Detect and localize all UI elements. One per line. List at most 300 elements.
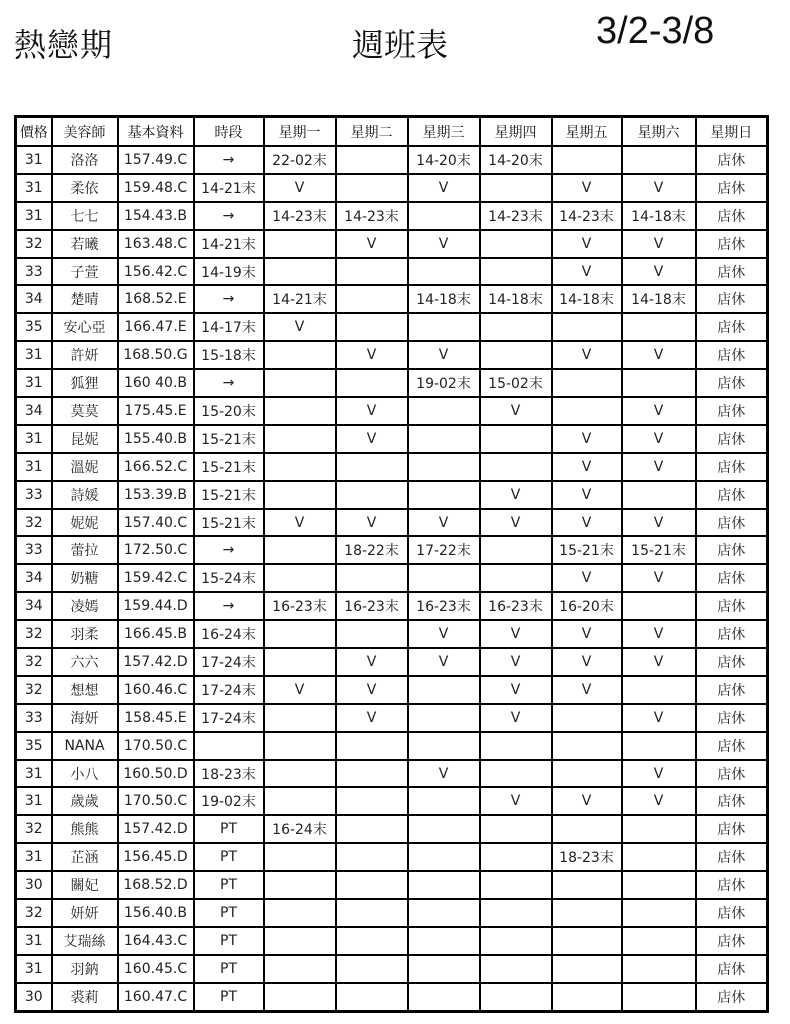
cell-tue: V <box>336 704 408 732</box>
cell-stylist: 妍妍 <box>52 899 118 927</box>
cell-stylist: 妮妮 <box>52 509 118 537</box>
cell-sun: 店休 <box>696 787 768 815</box>
cell-price: 34 <box>16 285 52 313</box>
cell-stylist: 羽鈉 <box>52 955 118 983</box>
cell-thu <box>480 927 552 955</box>
cell-price: 35 <box>16 313 52 341</box>
cell-tue: V <box>336 425 408 453</box>
cell-thu <box>480 341 552 369</box>
cell-mon <box>264 899 336 927</box>
cell-thu <box>480 843 552 871</box>
cell-profile: 164.43.C <box>118 927 194 955</box>
cell-sat <box>622 843 696 871</box>
cell-time-slot: 15-21末 <box>194 425 264 453</box>
cell-sun: 店休 <box>696 453 768 481</box>
cell-wed <box>408 815 480 843</box>
cell-time-slot: 17-24末 <box>194 704 264 732</box>
cell-tue <box>336 871 408 899</box>
cell-price: 31 <box>16 453 52 481</box>
cell-wed <box>408 871 480 899</box>
cell-tue <box>336 843 408 871</box>
table-row <box>16 425 768 453</box>
cell-price: 31 <box>16 955 52 983</box>
cell-fri: V <box>552 787 622 815</box>
cell-time-slot: PT <box>194 955 264 983</box>
cell-thu: 14-18末 <box>480 285 552 313</box>
cell-sat: V <box>622 425 696 453</box>
cell-sat: V <box>622 230 696 258</box>
cell-thu <box>480 760 552 788</box>
cell-price: 31 <box>16 174 52 202</box>
cell-price: 32 <box>16 509 52 537</box>
table-row <box>16 648 768 676</box>
date-range: 3/2-3/8 <box>596 10 715 52</box>
cell-thu: 14-20末 <box>480 146 552 174</box>
cell-wed: V <box>408 174 480 202</box>
cell-wed: V <box>408 509 480 537</box>
cell-time-slot: → <box>194 146 264 174</box>
cell-profile: 168.50.G <box>118 341 194 369</box>
cell-thu <box>480 732 552 760</box>
cell-price: 31 <box>16 341 52 369</box>
cell-sun: 店休 <box>696 899 768 927</box>
cell-profile: 175.45.E <box>118 397 194 425</box>
cell-stylist: NANA <box>52 732 118 760</box>
cell-sat: V <box>622 397 696 425</box>
cell-fri: V <box>552 425 622 453</box>
cell-stylist: 想想 <box>52 676 118 704</box>
table-row <box>16 871 768 899</box>
cell-stylist: 許妍 <box>52 341 118 369</box>
cell-fri: V <box>552 509 622 537</box>
cell-stylist: 蕾拉 <box>52 536 118 564</box>
cell-time-slot: 14-19末 <box>194 258 264 286</box>
cell-sat: V <box>622 509 696 537</box>
cell-stylist: 芷涵 <box>52 843 118 871</box>
cell-sat <box>622 481 696 509</box>
cell-sat: V <box>622 760 696 788</box>
cell-stylist: 歲歲 <box>52 787 118 815</box>
column-header-sat: 星期六 <box>622 117 696 147</box>
cell-wed: 16-23末 <box>408 592 480 620</box>
cell-wed <box>408 313 480 341</box>
cell-sun: 店休 <box>696 369 768 397</box>
cell-tue: 18-22末 <box>336 536 408 564</box>
cell-sat <box>622 983 696 1011</box>
cell-mon: 16-23末 <box>264 592 336 620</box>
cell-price: 30 <box>16 871 52 899</box>
cell-price: 31 <box>16 927 52 955</box>
cell-mon <box>264 620 336 648</box>
cell-mon <box>264 760 336 788</box>
cell-time-slot: 16-24末 <box>194 620 264 648</box>
cell-tue: V <box>336 397 408 425</box>
cell-stylist: 六六 <box>52 648 118 676</box>
column-header-fri: 星期五 <box>552 117 622 147</box>
cell-fri <box>552 899 622 927</box>
cell-price: 34 <box>16 564 52 592</box>
cell-mon <box>264 843 336 871</box>
cell-tue <box>336 732 408 760</box>
cell-profile: 159.42.C <box>118 564 194 592</box>
cell-profile: 157.40.C <box>118 509 194 537</box>
table-row <box>16 481 768 509</box>
cell-thu <box>480 258 552 286</box>
table-row <box>16 258 768 286</box>
cell-fri <box>552 955 622 983</box>
cell-stylist: 熊熊 <box>52 815 118 843</box>
cell-profile: 166.47.E <box>118 313 194 341</box>
cell-thu <box>480 983 552 1011</box>
cell-profile: 160.50.D <box>118 760 194 788</box>
cell-tue <box>336 983 408 1011</box>
cell-tue <box>336 174 408 202</box>
cell-profile: 170.50.C <box>118 732 194 760</box>
cell-tue: V <box>336 676 408 704</box>
cell-tue <box>336 787 408 815</box>
cell-tue <box>336 927 408 955</box>
cell-fri: V <box>552 258 622 286</box>
cell-stylist: 小八 <box>52 760 118 788</box>
table-body <box>16 146 768 1011</box>
cell-time-slot: PT <box>194 983 264 1011</box>
cell-price: 31 <box>16 425 52 453</box>
cell-sun: 店休 <box>696 202 768 230</box>
cell-stylist: 羽柔 <box>52 620 118 648</box>
cell-time-slot: PT <box>194 871 264 899</box>
table-row <box>16 843 768 871</box>
cell-wed <box>408 425 480 453</box>
table-row <box>16 230 768 258</box>
cell-profile: 157.49.C <box>118 146 194 174</box>
cell-wed: 14-20末 <box>408 146 480 174</box>
cell-sun: 店休 <box>696 815 768 843</box>
cell-wed: V <box>408 760 480 788</box>
cell-profile: 159.44.D <box>118 592 194 620</box>
cell-thu: 14-23末 <box>480 202 552 230</box>
cell-tue <box>336 899 408 927</box>
cell-tue <box>336 369 408 397</box>
cell-price: 32 <box>16 676 52 704</box>
cell-fri: V <box>552 341 622 369</box>
cell-tue <box>336 146 408 174</box>
weekly-schedule-table <box>14 115 769 1013</box>
cell-mon <box>264 732 336 760</box>
cell-sun: 店休 <box>696 397 768 425</box>
cell-fri <box>552 146 622 174</box>
cell-time-slot: → <box>194 285 264 313</box>
cell-tue: V <box>336 230 408 258</box>
cell-tue <box>336 453 408 481</box>
cell-sun: 店休 <box>696 871 768 899</box>
cell-fri: 16-20末 <box>552 592 622 620</box>
cell-profile: 160.47.C <box>118 983 194 1011</box>
cell-sun: 店休 <box>696 509 768 537</box>
cell-time-slot: 14-21末 <box>194 230 264 258</box>
cell-thu: V <box>480 676 552 704</box>
table-row <box>16 927 768 955</box>
cell-sun: 店休 <box>696 592 768 620</box>
cell-stylist: 柔依 <box>52 174 118 202</box>
cell-stylist: 溫妮 <box>52 453 118 481</box>
cell-sat: 14-18末 <box>622 202 696 230</box>
cell-mon <box>264 481 336 509</box>
cell-price: 35 <box>16 732 52 760</box>
cell-wed <box>408 258 480 286</box>
table-row <box>16 564 768 592</box>
cell-price: 32 <box>16 815 52 843</box>
cell-stylist: 洛洛 <box>52 146 118 174</box>
table-row <box>16 285 768 313</box>
cell-profile: 157.42.D <box>118 815 194 843</box>
cell-profile: 166.52.C <box>118 453 194 481</box>
table-row <box>16 369 768 397</box>
cell-fri: 15-21末 <box>552 536 622 564</box>
cell-fri: V <box>552 564 622 592</box>
cell-fri: V <box>552 481 622 509</box>
cell-tue <box>336 955 408 983</box>
cell-sun: 店休 <box>696 313 768 341</box>
cell-sat: V <box>622 453 696 481</box>
cell-sat <box>622 676 696 704</box>
table-row <box>16 313 768 341</box>
cell-thu <box>480 899 552 927</box>
cell-profile: 160.46.C <box>118 676 194 704</box>
table-row <box>16 899 768 927</box>
column-header-wed: 星期三 <box>408 117 480 147</box>
cell-sun: 店休 <box>696 285 768 313</box>
cell-stylist: 奶糖 <box>52 564 118 592</box>
cell-sat <box>622 732 696 760</box>
cell-time-slot: 15-21末 <box>194 509 264 537</box>
cell-mon <box>264 369 336 397</box>
cell-time-slot: 17-24末 <box>194 648 264 676</box>
cell-sat <box>622 955 696 983</box>
cell-mon <box>264 787 336 815</box>
cell-time-slot: → <box>194 592 264 620</box>
cell-sun: 店休 <box>696 648 768 676</box>
cell-fri <box>552 760 622 788</box>
cell-fri: V <box>552 174 622 202</box>
cell-price: 31 <box>16 202 52 230</box>
cell-thu <box>480 564 552 592</box>
table-row <box>16 174 768 202</box>
cell-mon <box>264 230 336 258</box>
cell-fri <box>552 927 622 955</box>
cell-price: 32 <box>16 620 52 648</box>
column-header-tue: 星期二 <box>336 117 408 147</box>
cell-stylist: 凌嫣 <box>52 592 118 620</box>
cell-price: 31 <box>16 843 52 871</box>
cell-price: 31 <box>16 146 52 174</box>
cell-mon: V <box>264 509 336 537</box>
cell-fri: V <box>552 648 622 676</box>
cell-tue <box>336 285 408 313</box>
cell-sun: 店休 <box>696 564 768 592</box>
cell-tue: 16-23末 <box>336 592 408 620</box>
cell-thu: V <box>480 648 552 676</box>
cell-fri <box>552 313 622 341</box>
column-header-thu: 星期四 <box>480 117 552 147</box>
cell-wed <box>408 955 480 983</box>
cell-time-slot: 14-17末 <box>194 313 264 341</box>
cell-time-slot: → <box>194 202 264 230</box>
cell-fri: 14-23末 <box>552 202 622 230</box>
cell-stylist: 子萱 <box>52 258 118 286</box>
cell-sun: 店休 <box>696 174 768 202</box>
cell-sat: 15-21末 <box>622 536 696 564</box>
cell-profile: 168.52.D <box>118 871 194 899</box>
cell-profile: 168.52.E <box>118 285 194 313</box>
cell-thu: V <box>480 704 552 732</box>
column-header-profile: 基本資料 <box>118 117 194 147</box>
cell-profile: 158.45.E <box>118 704 194 732</box>
cell-profile: 156.42.C <box>118 258 194 286</box>
cell-profile: 166.45.B <box>118 620 194 648</box>
cell-price: 32 <box>16 230 52 258</box>
cell-wed: V <box>408 341 480 369</box>
cell-tue: V <box>336 648 408 676</box>
cell-tue <box>336 313 408 341</box>
cell-sat: V <box>622 648 696 676</box>
cell-price: 31 <box>16 760 52 788</box>
cell-sat <box>622 927 696 955</box>
cell-time-slot: 15-21末 <box>194 453 264 481</box>
cell-sun: 店休 <box>696 927 768 955</box>
cell-mon <box>264 425 336 453</box>
cell-time-slot: 18-23末 <box>194 760 264 788</box>
cell-profile: 155.40.B <box>118 425 194 453</box>
cell-sun: 店休 <box>696 676 768 704</box>
cell-wed: V <box>408 648 480 676</box>
cell-time-slot: 14-21末 <box>194 174 264 202</box>
cell-mon <box>264 453 336 481</box>
cell-sat: V <box>622 258 696 286</box>
cell-thu <box>480 955 552 983</box>
cell-tue <box>336 258 408 286</box>
cell-wed <box>408 899 480 927</box>
cell-stylist: 狐狸 <box>52 369 118 397</box>
cell-sat <box>622 871 696 899</box>
cell-wed: 19-02末 <box>408 369 480 397</box>
table-row <box>16 983 768 1011</box>
cell-profile: 172.50.C <box>118 536 194 564</box>
cell-price: 31 <box>16 787 52 815</box>
shop-name: 熱戀期 <box>14 26 114 64</box>
cell-fri: 14-18末 <box>552 285 622 313</box>
cell-wed <box>408 676 480 704</box>
cell-mon <box>264 704 336 732</box>
cell-fri: 18-23末 <box>552 843 622 871</box>
table-row <box>16 397 768 425</box>
cell-fri <box>552 704 622 732</box>
cell-profile: 153.39.B <box>118 481 194 509</box>
cell-sun: 店休 <box>696 843 768 871</box>
cell-mon <box>264 536 336 564</box>
cell-sun: 店休 <box>696 955 768 983</box>
cell-time-slot: PT <box>194 899 264 927</box>
cell-time-slot: 15-18末 <box>194 341 264 369</box>
cell-fri <box>552 732 622 760</box>
cell-mon: V <box>264 313 336 341</box>
cell-price: 32 <box>16 899 52 927</box>
cell-sun: 店休 <box>696 704 768 732</box>
table-row <box>16 732 768 760</box>
cell-sat <box>622 592 696 620</box>
cell-sun: 店休 <box>696 536 768 564</box>
header-row <box>16 117 768 147</box>
cell-fri: V <box>552 230 622 258</box>
cell-price: 33 <box>16 704 52 732</box>
cell-stylist: 關妃 <box>52 871 118 899</box>
cell-profile: 170.50.C <box>118 787 194 815</box>
cell-sun: 店休 <box>696 341 768 369</box>
cell-fri: V <box>552 453 622 481</box>
cell-mon: 22-02末 <box>264 146 336 174</box>
cell-sat <box>622 369 696 397</box>
cell-wed <box>408 481 480 509</box>
cell-mon <box>264 648 336 676</box>
cell-profile: 154.43.B <box>118 202 194 230</box>
cell-mon: V <box>264 676 336 704</box>
cell-wed <box>408 202 480 230</box>
page-title: 週班表 <box>352 26 449 64</box>
table-row <box>16 592 768 620</box>
cell-sat <box>622 815 696 843</box>
column-header-stylist: 美容師 <box>52 117 118 147</box>
cell-wed: 14-18末 <box>408 285 480 313</box>
cell-sun: 店休 <box>696 620 768 648</box>
cell-wed <box>408 704 480 732</box>
cell-time-slot: PT <box>194 843 264 871</box>
cell-sat: V <box>622 704 696 732</box>
cell-thu: V <box>480 620 552 648</box>
cell-sun: 店休 <box>696 146 768 174</box>
cell-tue <box>336 760 408 788</box>
cell-sun: 店休 <box>696 425 768 453</box>
cell-mon <box>264 397 336 425</box>
cell-wed <box>408 732 480 760</box>
cell-stylist: 莫莫 <box>52 397 118 425</box>
cell-sun: 店休 <box>696 983 768 1011</box>
cell-price: 34 <box>16 592 52 620</box>
cell-time-slot: → <box>194 536 264 564</box>
table-row <box>16 620 768 648</box>
column-header-mon: 星期一 <box>264 117 336 147</box>
cell-time-slot: 15-21末 <box>194 481 264 509</box>
cell-wed <box>408 787 480 815</box>
cell-wed <box>408 397 480 425</box>
column-header-sun: 星期日 <box>696 117 768 147</box>
cell-sat: V <box>622 787 696 815</box>
cell-stylist: 艾瑞絲 <box>52 927 118 955</box>
cell-wed <box>408 927 480 955</box>
table-row <box>16 453 768 481</box>
cell-sat <box>622 146 696 174</box>
cell-wed: 17-22末 <box>408 536 480 564</box>
cell-sun: 店休 <box>696 230 768 258</box>
cell-sat: V <box>622 564 696 592</box>
cell-thu: V <box>480 509 552 537</box>
cell-profile: 156.45.D <box>118 843 194 871</box>
cell-time-slot: 19-02末 <box>194 787 264 815</box>
cell-thu <box>480 453 552 481</box>
table-row <box>16 536 768 564</box>
cell-mon: V <box>264 174 336 202</box>
cell-profile: 160 40.B <box>118 369 194 397</box>
cell-sun: 店休 <box>696 732 768 760</box>
cell-fri <box>552 369 622 397</box>
